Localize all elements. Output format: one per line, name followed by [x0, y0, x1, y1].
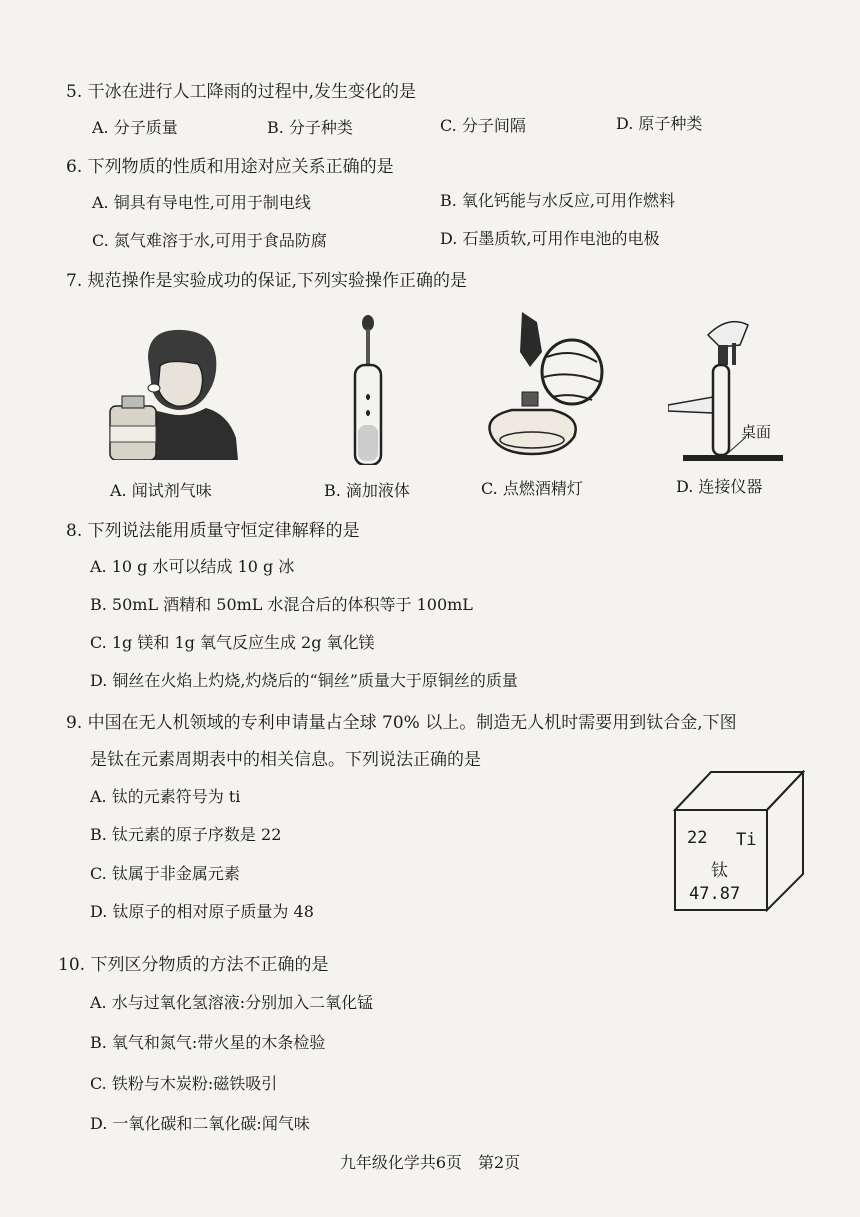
q7-caption-b: B. 滴加液体 [324, 481, 410, 500]
q10-option-b: B. 氧气和氮气:带火星的木条检验 [90, 1033, 326, 1052]
q9-option-c: C. 钛属于非金属元素 [90, 864, 240, 883]
connecting-apparatus-illustration [668, 315, 793, 465]
page-footer: 九年级化学共6页 第2页 [339, 1153, 521, 1172]
smelling-reagent-illustration [108, 318, 243, 460]
q8-option-a: A. 10 g 水可以结成 10 g 冰 [90, 557, 295, 576]
q8-option-c: C. 1g 镁和 1g 氧气反应生成 2g 氧化镁 [90, 633, 375, 652]
q9-option-b: B. 钛元素的原子序数是 22 [90, 825, 282, 844]
q9-stem-line1: 9. 中国在无人机领域的专利申请量占全球 70% 以上。制造无人机时需要用到钛合金,下图 [66, 713, 737, 733]
q7-caption-a: A. 闻试剂气味 [110, 481, 212, 500]
q10-option-d: D. 一氧化碳和二氧化碳:闻气味 [90, 1114, 310, 1133]
desk-label: 桌面 [741, 423, 772, 441]
q5-option-d: D. 原子种类 [616, 114, 703, 133]
alcohol-lamp-illustration [482, 312, 617, 462]
q10-option-a: A. 水与过氧化氢溶液:分别加入二氧化锰 [90, 993, 374, 1012]
element-name: 钛 [711, 861, 728, 881]
dropper-into-tube-illustration [340, 315, 400, 465]
q5-option-c: C. 分子间隔 [440, 116, 526, 135]
q9-option-d: D. 钛原子的相对原子质量为 48 [90, 902, 314, 921]
q10-option-c: C. 铁粉与木炭粉:磁铁吸引 [90, 1074, 278, 1093]
q8-option-b: B. 50mL 酒精和 50mL 水混合后的体积等于 100mL [90, 595, 473, 614]
element-symbol: Ti [736, 830, 757, 850]
q6-option-b: B. 氧化钙能与水反应,可用作燃料 [440, 191, 676, 210]
q6-option-d: D. 石墨质软,可用作电池的电极 [440, 229, 660, 248]
q10-stem: 10. 下列区分物质的方法不正确的是 [58, 955, 329, 975]
q6-option-a: A. 铜具有导电性,可用于制电线 [92, 193, 311, 212]
q7-stem: 7. 规范操作是实验成功的保证,下列实验操作正确的是 [66, 271, 468, 291]
q9-stem-line2: 是钛在元素周期表中的相关信息。下列说法正确的是 [90, 750, 481, 770]
q5-option-b: B. 分子种类 [267, 118, 353, 137]
q7-caption-d: D. 连接仪器 [676, 477, 763, 496]
atomic-mass: 47.87 [689, 884, 741, 904]
q8-stem: 8. 下列说法能用质量守恒定律解释的是 [66, 521, 360, 541]
q9-option-a: A. 钛的元素符号为 ti [90, 787, 241, 806]
q6-stem: 6. 下列物质的性质和用途对应关系正确的是 [66, 157, 394, 177]
q6-option-c: C. 氮气难溶于水,可用于食品防腐 [92, 231, 327, 250]
q7-caption-c: C. 点燃酒精灯 [481, 479, 583, 498]
atomic-number: 22 [687, 828, 708, 848]
q8-option-d: D. 铜丝在火焰上灼烧,灼烧后的“铜丝”质量大于原铜丝的质量 [90, 671, 518, 690]
q5-stem: 5. 干冰在进行人工降雨的过程中,发生变化的是 [66, 82, 417, 102]
titanium-element-tile [673, 770, 805, 912]
q5-option-a: A. 分子质量 [92, 118, 178, 137]
